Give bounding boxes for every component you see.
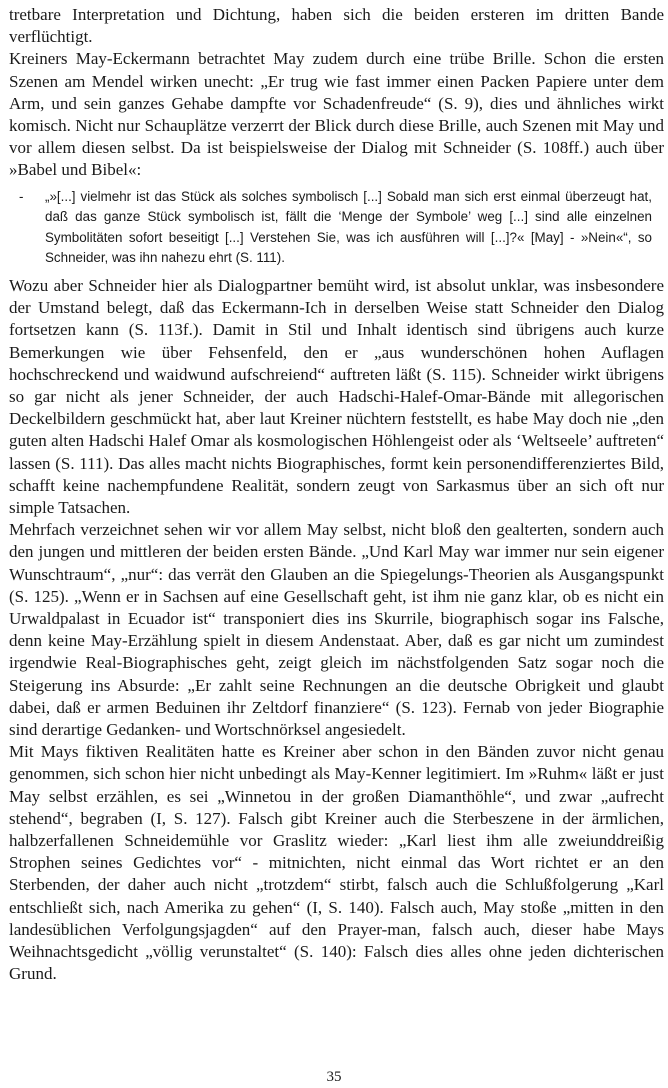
paragraph-verzeichnet: Mehrfach verzeichnet sehen wir vor allem May selbst, nicht bloß den gealterten, sondern auch den jungen und mittleren der beiden ersten Bände. „Und Karl May war immer nur sein eigener Wunschtraum“, „nur“: das verrät den Glauben an die Spiegelungs-Theorien als Ausgangspunkt (S. 125). „Wenn er in Sachsen auf eine Gesellschaft geht, ist ihm nie ganz klar, ob es nicht ein Urwaldpalast in Ecuador ist“ transponiert dies ins Skurrile, biographisch sogar ins Falsche, denn keine May-Erzählung spielt in diesem Andenstaat. Aber, daß es gar nicht um zumindest irgendwie Real-Biographisches geht, zeigt gleich im nächstfolgenden Satz sogar noch die Steigerung ins Absurde: „Er zahlt seine Rechnungen an die deutsche Obrigkeit und glaubt dabei, daß er armen Beduinen ihr Zeltdorf finanziere“ (S. 123). Fernab von jeder Biographie sind derartige Gedanken- und Wortschnörksel angesiedelt. [9, 520, 664, 740]
quote-marker: - [19, 188, 24, 204]
paragraph-fiktive-realitaeten: Mit Mays fiktiven Realitäten hatte es Kreiner aber schon in den Bänden zuvor nicht genau genommen, sich schon hier nicht unbedingt als May-Kenner legitimiert. Im »Ruhm« läßt er just May selbst erzählen, es sei „Winnetou in der großen Diamanthöhle“, und zwar „aufrecht stehend“, begraben (I, S. 127). Falsch gibt Kreiner auch die Sterbeszene in der ärmlichen, halbzerfallenen Schneidemühle vor Graslitz wieder: „Karl liest ihm alle zweiunddreißig Strophen seines Gedichtes vor“ - mitnichten, nicht einmal das Wort richtet er an den Sterbenden, der daher auch nicht „trotzdem“ stirbt, falsch auch die Schlußfolgerung „Karl entschließt sich, nach Amerika zu gehen“ (I, S. 140). Falsch auch, May stoße „mitten in den landesüblichen Verfolgungsjagden“ auf den Prayer-man, falsch auch, dieser habe Mays Weihnachtsgedicht „völlig verunstaltet“ (S. 140): Falsch dies alles ohne jeden dichterischen Grund. [9, 742, 664, 984]
document-page [9, 4, 664, 986]
page-number: 35 [326, 1069, 342, 1085]
quote-text: „»[...] vielmehr ist das Stück als solches symbolisch [...] Sobald man sich erst einmal überzeugt hat, daß das ganze Stück symbolisch ist, fällt die ‘Menge der Symbole’ weg [...] sind alle einzelnen Symbolitäten sofort beseitigt [...] Verstehen Sie, was ich ausführen will [...]?« [May] - »Nein«“, so Schneider, was ihn nahezu ehrt (S. 111). [45, 188, 652, 266]
paragraph-schneider: Wozu aber Schneider hier als Dialogpartner bemüht wird, ist absolut unklar, was insbesondere der Umstand belegt, daß das Eckermann-Ich in derselben Weise statt Schneider den Dialog fortsetzen kann (S. 113f.). Damit in Stil und Inhalt identisch sind übrigens auch kurze Bemerkungen wie über Fehsenfeld, den er „aus wunderschönen hohen Auflagen hochschreckend und waidwund aufschreiend“ auftreten läßt (S. 115). Schneider wirkt übrigens so gar nicht als jener Schneider, der auch Hadschi-Halef-Omar-Bände mit allegorischen Deckelbildern geschmückt hat, aber laut Kreiner nüchtern feststellt, es habe May doch nie „den guten alten Hadschi Halef Omar als kosmologischen Höhlengeist oder als ‘Weltseele’ auftreten“ lassen (S. 111). Das alles macht nichts Biographisches, formt kein personendifferenziertes Bild, schafft keine nachempfundene Realität, sondern zeugt von Sarkasmus über an sich oft nur simple Tatsachen. [9, 276, 664, 518]
paragraph-continuation: tretbare Interpretation und Dichtung, haben sich die beiden ersteren im dritten Bande verflüchtigt. [9, 5, 664, 47]
block-quote [19, 187, 652, 269]
paragraph-may-eckermann: Kreiners May-Eckermann betrachtet May zudem durch eine trübe Brille. Schon die ersten Szenen am Mendel wirken unecht: „Er trug wie fast immer einen Packen Papiere unter dem Arm, und sein ganzes Gehabe dampfte vor Schadenfreude“ (S. 9), dies und ähnliches wirkt komisch. Nicht nur Schauplätze verzerrt der Blick durch diese Brille, auch Szenen mit May und vor allem diesen selbst. Da ist beispielsweise der Dialog mit Schneider (S. 108ff.) auch über »Babel und Bibel«: [9, 49, 664, 180]
